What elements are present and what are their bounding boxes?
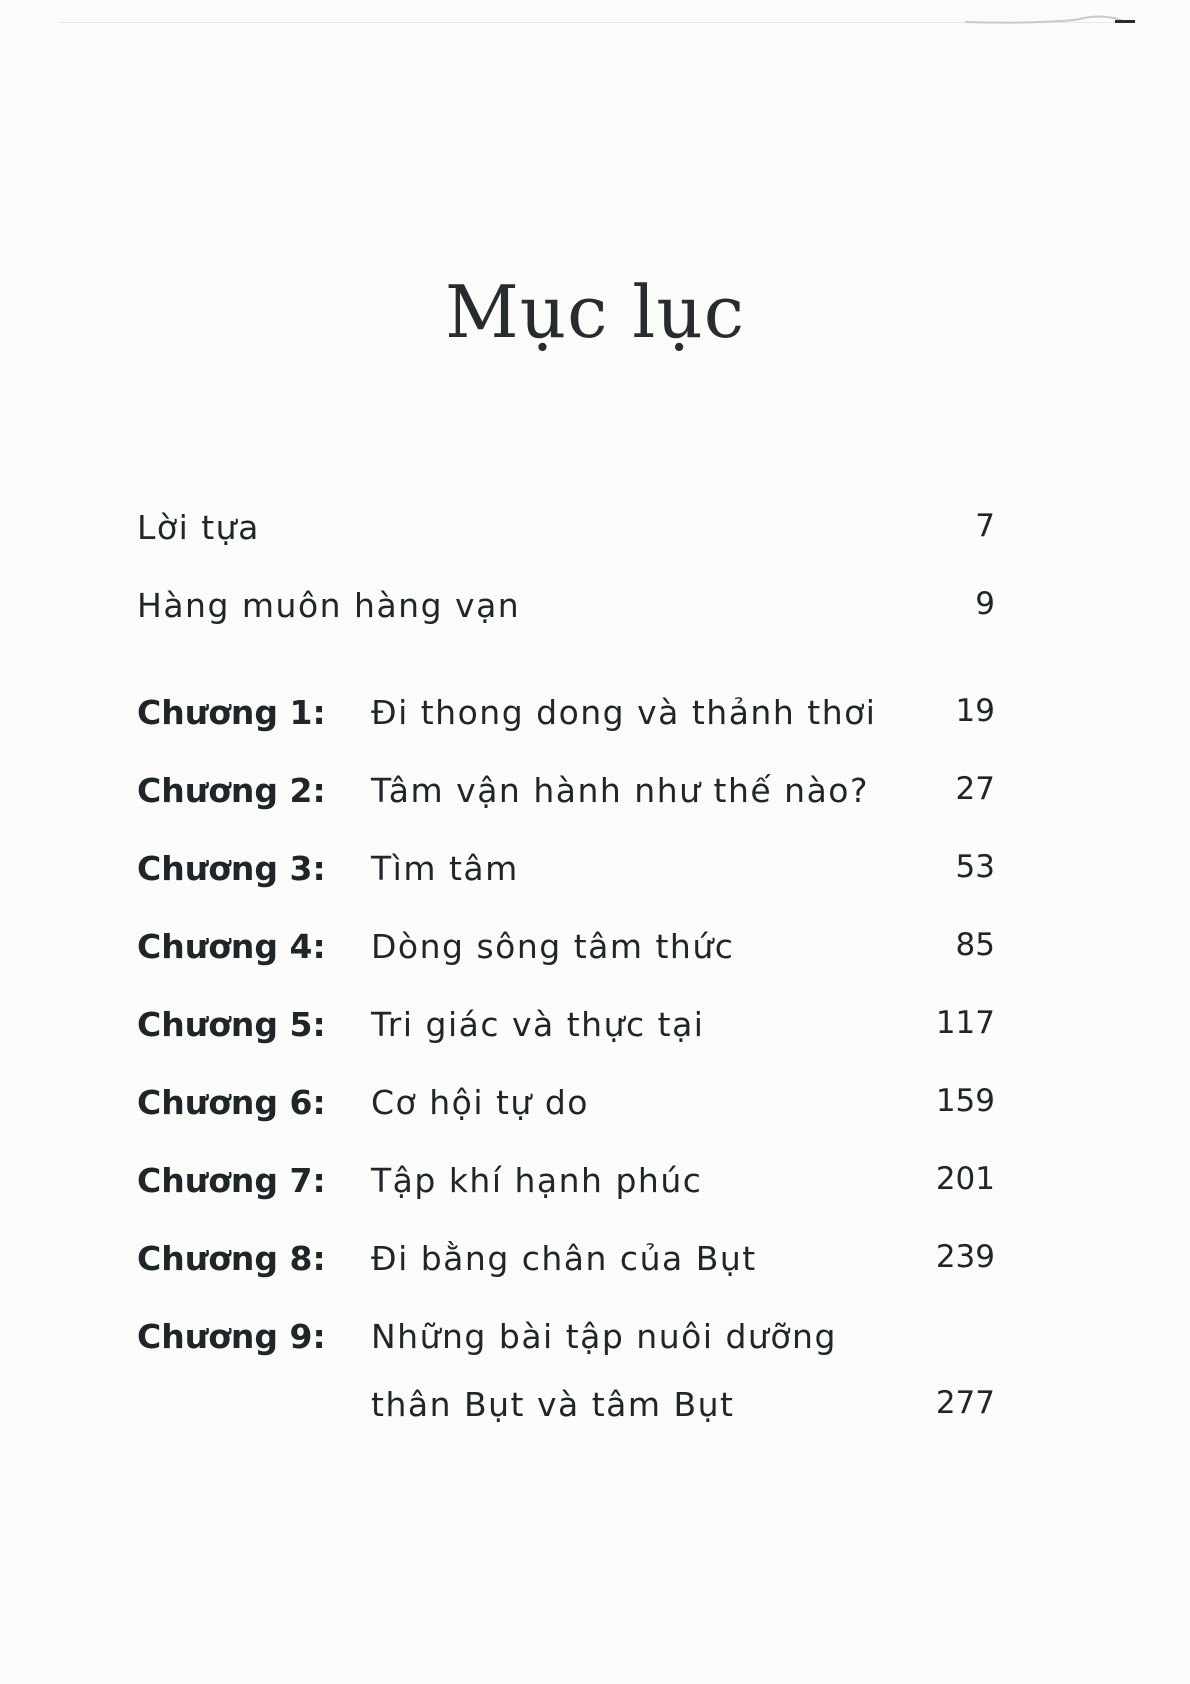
chapter-title-line2: thân Bụt và tâm Bụt [371, 1385, 735, 1424]
chapter-title: Những bài tập nuôi dưỡng [371, 1317, 837, 1356]
chapter-label: Chương 2: [137, 771, 326, 810]
page-title: Mục lục [444, 270, 746, 355]
toc-entry-title: Hàng muôn hàng vạn [137, 586, 521, 625]
toc-page-number: 201 [935, 1161, 995, 1197]
chapter-title: Cơ hội tự do [371, 1083, 589, 1122]
chapter-title: Tập khí hạnh phúc [371, 1161, 703, 1200]
toc-page-number: 19 [955, 693, 995, 729]
toc-page-number: 159 [935, 1083, 995, 1119]
chapter-label: Chương 9: [137, 1317, 326, 1356]
toc-page-number: 53 [955, 849, 995, 885]
chapter-title: Tìm tâm [371, 849, 519, 888]
toc-page-number: 239 [935, 1239, 995, 1275]
chapter-label: Chương 3: [137, 849, 326, 888]
chapter-title: Tri giác và thực tại [371, 1005, 705, 1044]
toc-page-number: 27 [955, 771, 995, 807]
toc-page-number: 7 [975, 508, 995, 544]
chapter-label: Chương 7: [137, 1161, 326, 1200]
chapter-label: Chương 8: [137, 1239, 326, 1278]
chapter-title: Tâm vận hành như thế nào? [371, 771, 870, 810]
chapter-title: Đi bằng chân của Bụt [371, 1239, 757, 1278]
chapter-title: Đi thong dong và thảnh thơi [371, 693, 877, 732]
chapter-title: Dòng sông tâm thức [371, 927, 735, 966]
chapter-label: Chương 4: [137, 927, 326, 966]
chapter-label: Chương 1: [137, 693, 326, 732]
chapter-label: Chương 5: [137, 1005, 326, 1044]
toc-page-number: 277 [935, 1385, 995, 1421]
toc-page-number: 9 [975, 586, 995, 622]
toc-page-number: 85 [955, 927, 995, 963]
toc-entry-title: Lời tựa [137, 508, 260, 547]
chapter-label: Chương 6: [137, 1083, 326, 1122]
toc-page-number: 117 [935, 1005, 995, 1041]
